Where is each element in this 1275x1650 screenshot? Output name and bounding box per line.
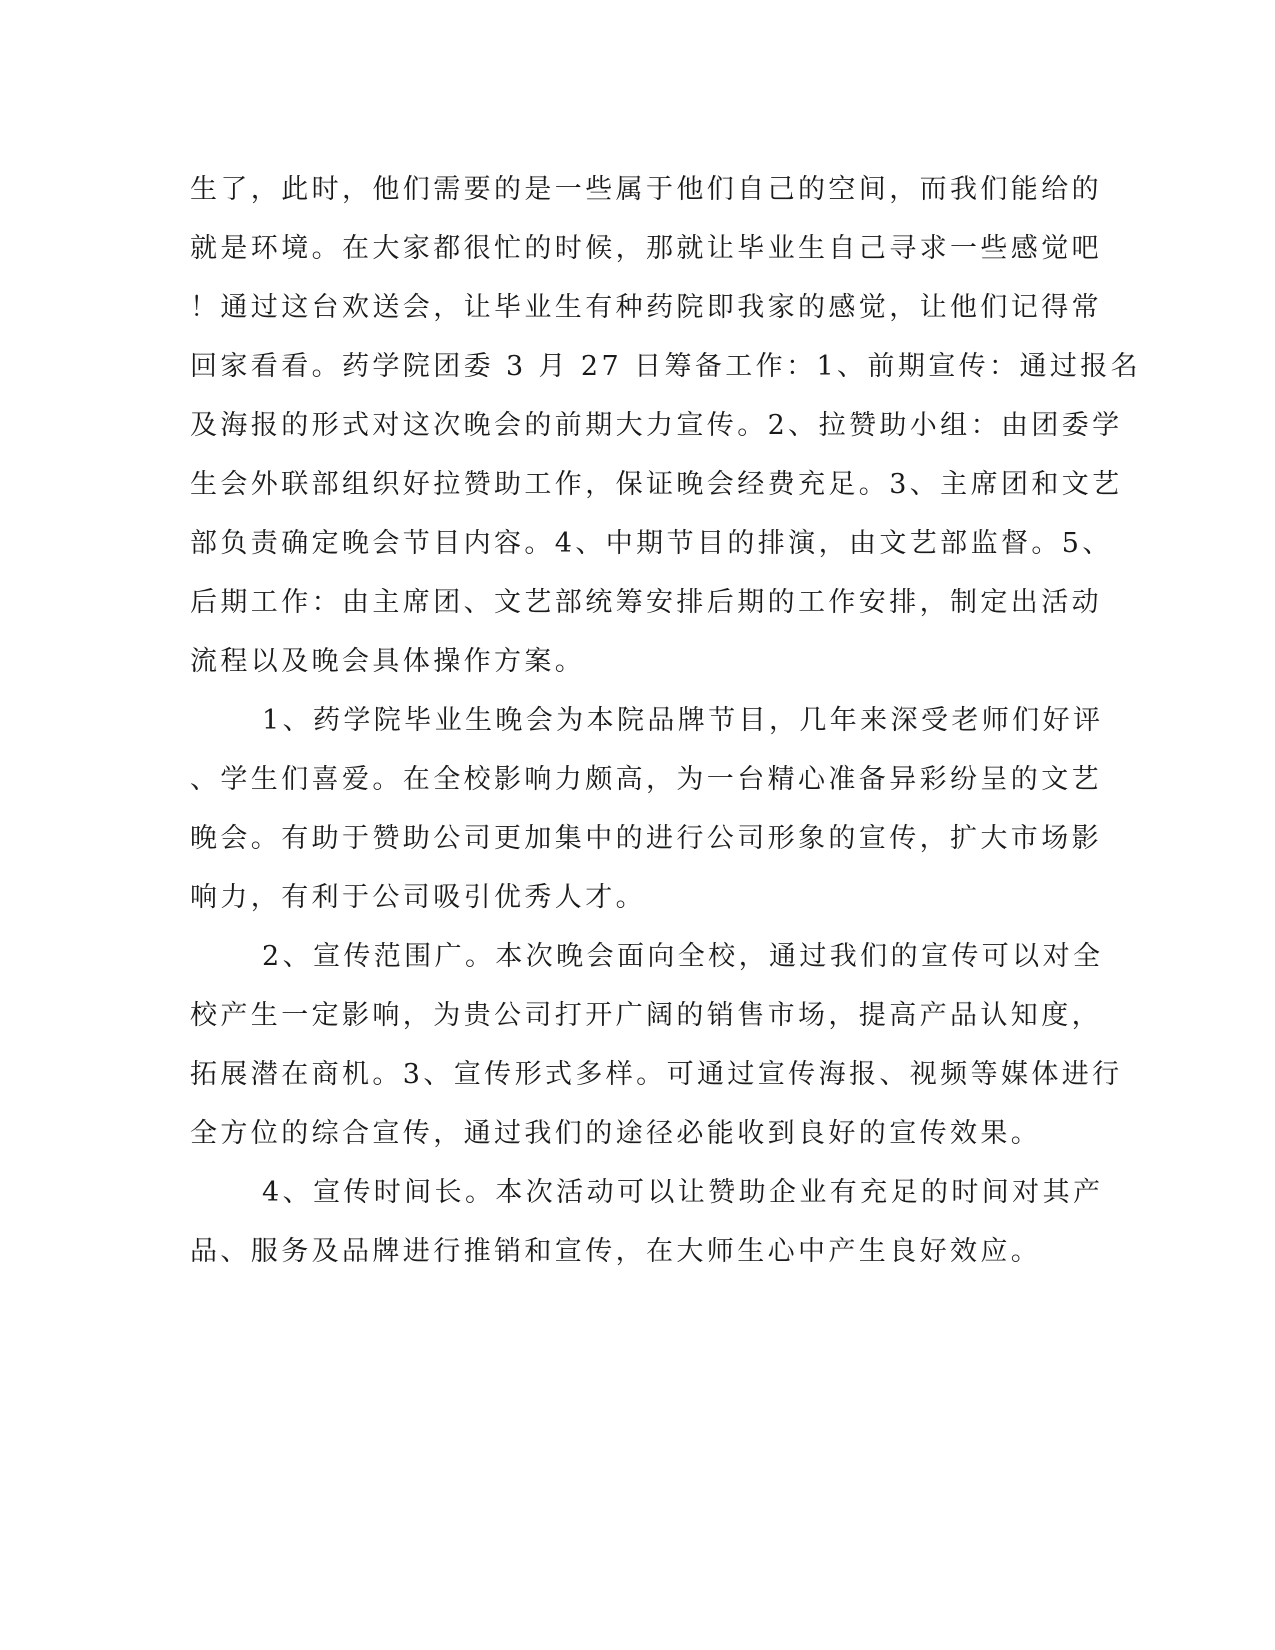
text-line: 2、宣传范围广。本次晚会面向全校，通过我们的宣传可以对全 bbox=[262, 941, 1104, 972]
text-line: 响力，有利于公司吸引优秀人才。 bbox=[190, 882, 646, 913]
text-line: 及海报的形式对这次晚会的前期大力宣传。2、拉赞助小组：由团委学 bbox=[190, 410, 1123, 441]
text-line: ！通过这台欢送会，让毕业生有种药院即我家的感觉，让他们记得常 bbox=[190, 292, 1102, 323]
text-line: 部负责确定晚会节目内容。4、中期节目的排演，由文艺部监督。5、 bbox=[190, 528, 1113, 559]
text-line: 生了，此时，他们需要的是一些属于他们自己的空间，而我们能给的 bbox=[190, 174, 1102, 205]
text-line: 、学生们喜爱。在全校影响力颇高，为一台精心准备异彩纷呈的文艺 bbox=[190, 764, 1102, 795]
text-line: 拓展潜在商机。3、宣传形式多样。可通过宣传海报、视频等媒体进行 bbox=[190, 1059, 1123, 1090]
text-line: 流程以及晚会具体操作方案。 bbox=[190, 646, 586, 677]
text-line: 品、服务及品牌进行推销和宣传，在大师生心中产生良好效应。 bbox=[190, 1236, 1042, 1267]
text-line: 校产生一定影响，为贵公司打开广阔的销售市场，提高产品认知度， bbox=[190, 1000, 1102, 1031]
paragraph bbox=[190, 691, 1104, 927]
paragraph bbox=[190, 1163, 1104, 1281]
document-body bbox=[190, 160, 1142, 1281]
text-line: 4、宣传时间长。本次活动可以让赞助企业有充足的时间对其产 bbox=[262, 1177, 1104, 1208]
text-line: 回家看看。药学院团委 3 月 27 日筹备工作：1、前期宣传：通过报名 bbox=[190, 351, 1142, 382]
paragraph bbox=[190, 927, 1123, 1163]
text-line: 晚会。有助于赞助公司更加集中的进行公司形象的宣传，扩大市场影 bbox=[190, 823, 1102, 854]
text-line: 生会外联部组织好拉赞助工作，保证晚会经费充足。3、主席团和文艺 bbox=[190, 469, 1123, 500]
text-line: 后期工作：由主席团、文艺部统筹安排后期的工作安排，制定出活动 bbox=[190, 587, 1102, 618]
paragraph bbox=[190, 160, 1142, 691]
text-line: 就是环境。在大家都很忙的时候，那就让毕业生自己寻求一些感觉吧 bbox=[190, 233, 1102, 264]
text-line: 1、药学院毕业生晚会为本院品牌节目，几年来深受老师们好评 bbox=[262, 705, 1104, 736]
text-line: 全方位的综合宣传，通过我们的途径必能收到良好的宣传效果。 bbox=[190, 1118, 1042, 1149]
